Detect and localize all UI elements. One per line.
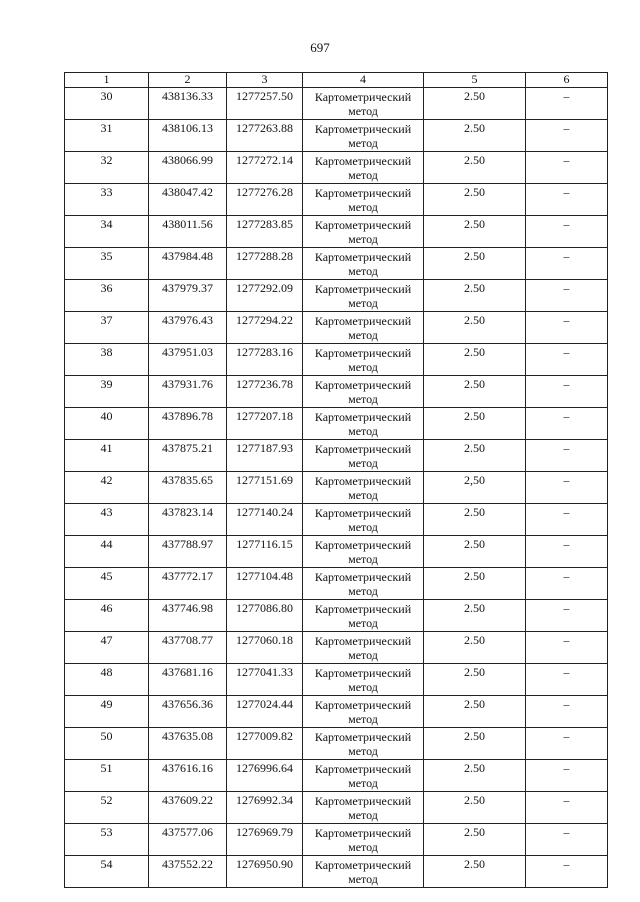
accuracy-cell: 2.50 (424, 504, 526, 536)
table-row (65, 824, 608, 856)
point-number-cell: 39 (65, 376, 149, 408)
accuracy-cell: 2.50 (424, 184, 526, 216)
accuracy-cell: 2.50 (424, 120, 526, 152)
table-row (65, 568, 608, 600)
method-cell: Картометрический метод (303, 216, 424, 248)
method-cell: Картометрический метод (303, 824, 424, 856)
table-row (65, 664, 608, 696)
method-cell: Картометрический метод (303, 664, 424, 696)
accuracy-cell: 2.50 (424, 856, 526, 888)
y-coordinate-cell: 1276950.90 (227, 856, 303, 888)
note-cell: – (526, 568, 608, 600)
note-cell: – (526, 88, 608, 120)
point-number-cell: 54 (65, 856, 149, 888)
method-cell: Картометрический метод (303, 696, 424, 728)
y-coordinate-cell: 1277207.18 (227, 408, 303, 440)
method-cell: Картометрический метод (303, 184, 424, 216)
point-number-cell: 30 (65, 88, 149, 120)
point-number-cell: 33 (65, 184, 149, 216)
y-coordinate-cell: 1277294.22 (227, 312, 303, 344)
y-coordinate-cell: 1277283.16 (227, 344, 303, 376)
y-coordinate-cell: 1277009.82 (227, 728, 303, 760)
note-cell: – (526, 152, 608, 184)
x-coordinate-cell: 437931.76 (149, 376, 227, 408)
note-cell: – (526, 600, 608, 632)
method-cell: Картометрический метод (303, 248, 424, 280)
x-coordinate-cell: 437577.06 (149, 824, 227, 856)
accuracy-cell: 2.50 (424, 376, 526, 408)
note-cell: – (526, 664, 608, 696)
x-coordinate-cell: 438136.33 (149, 88, 227, 120)
accuracy-cell: 2.50 (424, 344, 526, 376)
note-cell: – (526, 824, 608, 856)
point-number-cell: 51 (65, 760, 149, 792)
note-cell: – (526, 760, 608, 792)
method-cell: Картометрический метод (303, 536, 424, 568)
y-coordinate-cell: 1276969.79 (227, 824, 303, 856)
x-coordinate-cell: 437656.36 (149, 696, 227, 728)
table-body (65, 88, 608, 888)
accuracy-cell: 2.50 (424, 88, 526, 120)
note-cell: – (526, 440, 608, 472)
accuracy-cell: 2.50 (424, 280, 526, 312)
method-cell: Картометрический метод (303, 376, 424, 408)
note-cell: – (526, 536, 608, 568)
point-number-cell: 53 (65, 824, 149, 856)
point-number-cell: 41 (65, 440, 149, 472)
point-number-cell: 36 (65, 280, 149, 312)
x-coordinate-cell: 438106.13 (149, 120, 227, 152)
note-cell: – (526, 728, 608, 760)
table-row (65, 632, 608, 664)
method-cell: Картометрический метод (303, 440, 424, 472)
y-coordinate-cell: 1277060.18 (227, 632, 303, 664)
accuracy-cell: 2.50 (424, 216, 526, 248)
x-coordinate-cell: 437951.03 (149, 344, 227, 376)
accuracy-cell: 2.50 (424, 792, 526, 824)
method-cell: Картометрический метод (303, 152, 424, 184)
y-coordinate-cell: 1277263.88 (227, 120, 303, 152)
note-cell: – (526, 184, 608, 216)
method-cell: Картометрический метод (303, 408, 424, 440)
table-row (65, 536, 608, 568)
point-number-cell: 50 (65, 728, 149, 760)
table-row (65, 312, 608, 344)
y-coordinate-cell: 1277257.50 (227, 88, 303, 120)
point-number-cell: 37 (65, 312, 149, 344)
note-cell: – (526, 856, 608, 888)
table-row (65, 376, 608, 408)
table-row (65, 344, 608, 376)
accuracy-cell: 2.50 (424, 152, 526, 184)
y-coordinate-cell: 1277151.69 (227, 472, 303, 504)
point-number-cell: 52 (65, 792, 149, 824)
table-row (65, 184, 608, 216)
accuracy-cell: 2.50 (424, 408, 526, 440)
accuracy-cell: 2.50 (424, 312, 526, 344)
coordinates-table (64, 72, 608, 888)
x-coordinate-cell: 437746.98 (149, 600, 227, 632)
table-row (65, 696, 608, 728)
accuracy-cell: 2.50 (424, 440, 526, 472)
method-cell: Картометрический метод (303, 728, 424, 760)
point-number-cell: 47 (65, 632, 149, 664)
point-number-cell: 42 (65, 472, 149, 504)
point-number-cell: 44 (65, 536, 149, 568)
table-row (65, 88, 608, 120)
point-number-cell: 35 (65, 248, 149, 280)
method-cell: Картометрический метод (303, 88, 424, 120)
table-row (65, 600, 608, 632)
note-cell: – (526, 216, 608, 248)
accuracy-cell: 2.50 (424, 728, 526, 760)
note-cell: – (526, 344, 608, 376)
x-coordinate-cell: 437984.48 (149, 248, 227, 280)
note-cell: – (526, 376, 608, 408)
x-coordinate-cell: 437835.65 (149, 472, 227, 504)
note-cell: – (526, 408, 608, 440)
table-row (65, 120, 608, 152)
table-row (65, 280, 608, 312)
table-row (65, 856, 608, 888)
y-coordinate-cell: 1277041.33 (227, 664, 303, 696)
x-coordinate-cell: 437896.78 (149, 408, 227, 440)
header-col-6: 6 (526, 73, 608, 88)
point-number-cell: 48 (65, 664, 149, 696)
point-number-cell: 31 (65, 120, 149, 152)
point-number-cell: 38 (65, 344, 149, 376)
table-row (65, 472, 608, 504)
x-coordinate-cell: 437772.17 (149, 568, 227, 600)
x-coordinate-cell: 437609.22 (149, 792, 227, 824)
y-coordinate-cell: 1277140.24 (227, 504, 303, 536)
page-number: 697 (310, 40, 330, 55)
point-number-cell: 49 (65, 696, 149, 728)
y-coordinate-cell: 1277024.44 (227, 696, 303, 728)
x-coordinate-cell: 437635.08 (149, 728, 227, 760)
point-number-cell: 40 (65, 408, 149, 440)
x-coordinate-cell: 437708.77 (149, 632, 227, 664)
table-row (65, 760, 608, 792)
table-row (65, 728, 608, 760)
accuracy-cell: 2.50 (424, 760, 526, 792)
method-cell: Картометрический метод (303, 760, 424, 792)
y-coordinate-cell: 1276996.64 (227, 760, 303, 792)
x-coordinate-cell: 437979.37 (149, 280, 227, 312)
method-cell: Картометрический метод (303, 344, 424, 376)
header-col-1: 1 (65, 73, 149, 88)
x-coordinate-cell: 438047.42 (149, 184, 227, 216)
y-coordinate-cell: 1277292.09 (227, 280, 303, 312)
y-coordinate-cell: 1276992.34 (227, 792, 303, 824)
note-cell: – (526, 632, 608, 664)
table-row (65, 792, 608, 824)
y-coordinate-cell: 1277104.48 (227, 568, 303, 600)
point-number-cell: 46 (65, 600, 149, 632)
point-number-cell: 43 (65, 504, 149, 536)
x-coordinate-cell: 438066.99 (149, 152, 227, 184)
method-cell: Картометрический метод (303, 504, 424, 536)
y-coordinate-cell: 1277116.15 (227, 536, 303, 568)
method-cell: Картометрический метод (303, 472, 424, 504)
note-cell: – (526, 792, 608, 824)
y-coordinate-cell: 1277187.93 (227, 440, 303, 472)
method-cell: Картометрический метод (303, 632, 424, 664)
y-coordinate-cell: 1277272.14 (227, 152, 303, 184)
point-number-cell: 34 (65, 216, 149, 248)
x-coordinate-cell: 438011.56 (149, 216, 227, 248)
y-coordinate-cell: 1277086.80 (227, 600, 303, 632)
table-row (65, 216, 608, 248)
method-cell: Картометрический метод (303, 568, 424, 600)
table-row (65, 440, 608, 472)
header-col-2: 2 (149, 73, 227, 88)
table-row (65, 504, 608, 536)
method-cell: Картометрический метод (303, 856, 424, 888)
accuracy-cell: 2.50 (424, 600, 526, 632)
note-cell: – (526, 696, 608, 728)
point-number-cell: 45 (65, 568, 149, 600)
y-coordinate-cell: 1277276.28 (227, 184, 303, 216)
header-col-5: 5 (424, 73, 526, 88)
method-cell: Картометрический метод (303, 792, 424, 824)
table-row (65, 248, 608, 280)
x-coordinate-cell: 437823.14 (149, 504, 227, 536)
table-header (65, 73, 608, 88)
y-coordinate-cell: 1277283.85 (227, 216, 303, 248)
note-cell: – (526, 120, 608, 152)
accuracy-cell: 2.50 (424, 632, 526, 664)
note-cell: – (526, 504, 608, 536)
method-cell: Картометрический метод (303, 600, 424, 632)
method-cell: Картометрический метод (303, 280, 424, 312)
x-coordinate-cell: 437681.16 (149, 664, 227, 696)
header-col-3: 3 (227, 73, 303, 88)
x-coordinate-cell: 437552.22 (149, 856, 227, 888)
accuracy-cell: 2.50 (424, 824, 526, 856)
y-coordinate-cell: 1277288.28 (227, 248, 303, 280)
note-cell: – (526, 248, 608, 280)
accuracy-cell: 2.50 (424, 568, 526, 600)
note-cell: – (526, 472, 608, 504)
table-row (65, 408, 608, 440)
point-number-cell: 32 (65, 152, 149, 184)
method-cell: Картометрический метод (303, 120, 424, 152)
header-col-4: 4 (303, 73, 424, 88)
x-coordinate-cell: 437875.21 (149, 440, 227, 472)
x-coordinate-cell: 437788.97 (149, 536, 227, 568)
accuracy-cell: 2,50 (424, 472, 526, 504)
header-row (65, 73, 608, 88)
accuracy-cell: 2.50 (424, 248, 526, 280)
y-coordinate-cell: 1277236.78 (227, 376, 303, 408)
x-coordinate-cell: 437976.43 (149, 312, 227, 344)
accuracy-cell: 2.50 (424, 536, 526, 568)
note-cell: – (526, 280, 608, 312)
x-coordinate-cell: 437616.16 (149, 760, 227, 792)
note-cell: – (526, 312, 608, 344)
table-row (65, 152, 608, 184)
accuracy-cell: 2.50 (424, 664, 526, 696)
accuracy-cell: 2.50 (424, 696, 526, 728)
method-cell: Картометрический метод (303, 312, 424, 344)
